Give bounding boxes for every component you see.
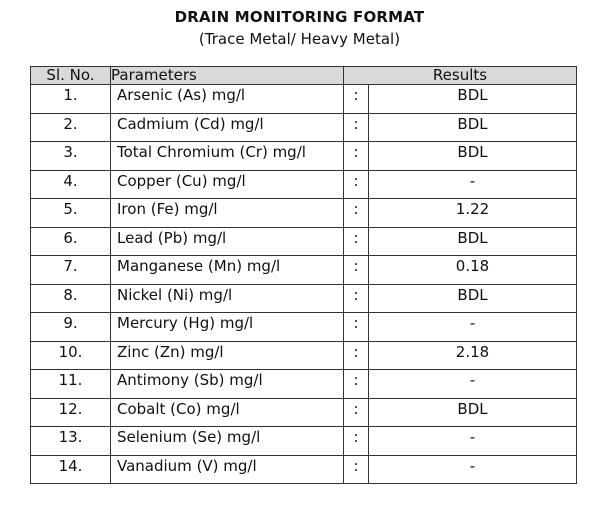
- row-result-value: 2.18: [369, 341, 577, 370]
- row-sl-number: 2.: [31, 113, 111, 142]
- header-parameters: Parameters: [111, 67, 344, 85]
- row-colon-separator: :: [344, 427, 369, 456]
- table-row: [31, 227, 577, 256]
- row-sl-number: 4.: [31, 170, 111, 199]
- table-row: [31, 170, 577, 199]
- row-sl-number: 11.: [31, 370, 111, 399]
- row-result-value: BDL: [369, 398, 577, 427]
- row-parameter: Zinc (Zn) mg/l: [111, 341, 344, 370]
- row-sl-number: 13.: [31, 427, 111, 456]
- row-sl-number: 3.: [31, 142, 111, 171]
- row-sl-number: 12.: [31, 398, 111, 427]
- row-colon-separator: :: [344, 455, 369, 484]
- row-result-value: -: [369, 427, 577, 456]
- row-colon-separator: :: [344, 199, 369, 228]
- row-colon-separator: :: [344, 341, 369, 370]
- table-row: [31, 313, 577, 342]
- header-results: Results: [344, 67, 577, 85]
- row-sl-number: 1.: [31, 85, 111, 114]
- row-colon-separator: :: [344, 113, 369, 142]
- table-row: [31, 284, 577, 313]
- row-result-value: BDL: [369, 113, 577, 142]
- table-row: [31, 341, 577, 370]
- row-parameter: Cadmium (Cd) mg/l: [111, 113, 344, 142]
- row-result-value: -: [369, 455, 577, 484]
- row-parameter: Manganese (Mn) mg/l: [111, 256, 344, 285]
- row-colon-separator: :: [344, 142, 369, 171]
- document-subtitle: (Trace Metal/ Heavy Metal): [198, 30, 401, 48]
- row-sl-number: 10.: [31, 341, 111, 370]
- row-result-value: BDL: [369, 142, 577, 171]
- row-parameter: Nickel (Ni) mg/l: [111, 284, 344, 313]
- row-parameter: Arsenic (As) mg/l: [111, 85, 344, 114]
- row-parameter: Selenium (Se) mg/l: [111, 427, 344, 456]
- row-parameter: Antimony (Sb) mg/l: [111, 370, 344, 399]
- table-body: [31, 85, 577, 484]
- row-sl-number: 6.: [31, 227, 111, 256]
- row-colon-separator: :: [344, 85, 369, 114]
- row-parameter: Vanadium (V) mg/l: [111, 455, 344, 484]
- row-sl-number: 7.: [31, 256, 111, 285]
- row-parameter: Lead (Pb) mg/l: [111, 227, 344, 256]
- table-row: [31, 256, 577, 285]
- row-result-value: -: [369, 370, 577, 399]
- row-sl-number: 8.: [31, 284, 111, 313]
- row-sl-number: 14.: [31, 455, 111, 484]
- table-row: [31, 370, 577, 399]
- row-result-value: -: [369, 170, 577, 199]
- table-row: [31, 142, 577, 171]
- row-parameter: Copper (Cu) mg/l: [111, 170, 344, 199]
- table-row: [31, 398, 577, 427]
- row-result-value: 1.22: [369, 199, 577, 228]
- row-result-value: 0.18: [369, 256, 577, 285]
- table-row: [31, 113, 577, 142]
- row-result-value: BDL: [369, 85, 577, 114]
- drain-monitoring-table: [30, 66, 577, 484]
- table-row: [31, 427, 577, 456]
- table-row: [31, 199, 577, 228]
- table-row: [31, 455, 577, 484]
- row-parameter: Cobalt (Co) mg/l: [111, 398, 344, 427]
- row-sl-number: 5.: [31, 199, 111, 228]
- row-result-value: -: [369, 313, 577, 342]
- row-parameter: Iron (Fe) mg/l: [111, 199, 344, 228]
- row-colon-separator: :: [344, 256, 369, 285]
- row-colon-separator: :: [344, 284, 369, 313]
- header-sl-no: Sl. No.: [31, 67, 111, 85]
- row-sl-number: 9.: [31, 313, 111, 342]
- row-colon-separator: :: [344, 170, 369, 199]
- row-colon-separator: :: [344, 398, 369, 427]
- row-colon-separator: :: [344, 370, 369, 399]
- row-parameter: Mercury (Hg) mg/l: [111, 313, 344, 342]
- row-colon-separator: :: [344, 227, 369, 256]
- row-colon-separator: :: [344, 313, 369, 342]
- row-result-value: BDL: [369, 227, 577, 256]
- row-result-value: BDL: [369, 284, 577, 313]
- table-header-row: [31, 67, 577, 85]
- row-parameter: Total Chromium (Cr) mg/l: [111, 142, 344, 171]
- document-title: DRAIN MONITORING FORMAT: [174, 8, 425, 26]
- table-row: [31, 85, 577, 114]
